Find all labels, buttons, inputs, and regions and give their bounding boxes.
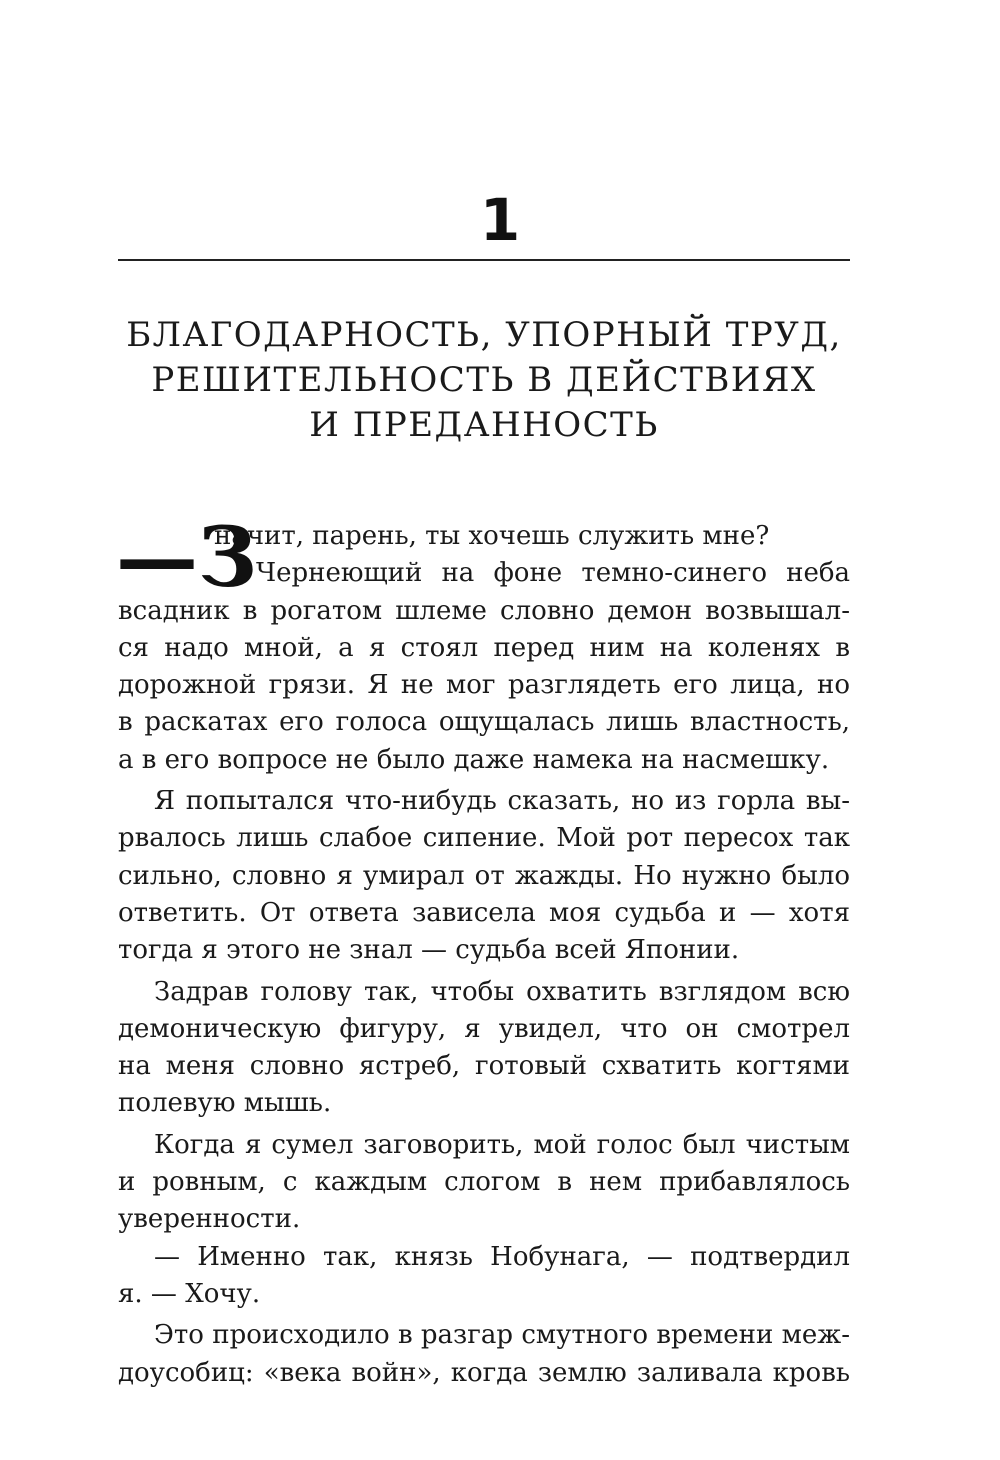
text-line: а в его вопросе не было даже намека на насмешку. bbox=[118, 744, 830, 775]
text-line: в раскатах его голоса ощущалась лишь властность, bbox=[118, 707, 850, 738]
text-line: сильно, словно я умирал от жажды. Но нужно было bbox=[118, 860, 850, 891]
chapter-title-line: БЛАГОДАРНОСТЬ, УПОРНЫЙ ТРУД, bbox=[126, 315, 842, 355]
text-line: я. — Хочу. bbox=[118, 1278, 261, 1309]
text-line: — Именно так, князь Нобунага, — подтвердил bbox=[154, 1241, 850, 1272]
body-text bbox=[116, 510, 850, 1392]
text-line: тогда я этого не знал — судьба всей Японии. bbox=[118, 935, 740, 966]
text-line: рвалось лишь слабое сипение. Мой рот пересох так bbox=[118, 823, 850, 854]
text-line: Задрав голову так, чтобы охватить взглядом всю bbox=[154, 976, 850, 1007]
text-line: всадник в рогатом шлеме словно демон возвышал- bbox=[118, 595, 850, 626]
text-line: дорожной грязи. Я не мог разглядеть его лица, но bbox=[118, 670, 850, 701]
text-line: доусобиц: «века войн», когда землю заливала кровь bbox=[118, 1357, 850, 1388]
chapter-title-line: И ПРЕДАННОСТЬ bbox=[309, 405, 659, 445]
text-line: и ровным, с каждым слогом в нем прибавлялось bbox=[118, 1167, 850, 1198]
text-line: ответить. От ответа зависела моя судьба и — хотя bbox=[118, 897, 850, 928]
chapter-title bbox=[118, 313, 850, 448]
text-line: Я попытался что-нибудь сказать, но из горла вы- bbox=[154, 786, 850, 817]
text-line: уверенности. bbox=[118, 1204, 301, 1235]
chapter-number: 1 bbox=[479, 186, 521, 254]
text-line: начит, парень, ты хочешь служить мне? bbox=[214, 521, 770, 551]
drop-cap: —З bbox=[116, 510, 258, 606]
text-line: демоническую фигуру, я увидел, что он смотрел bbox=[118, 1013, 850, 1044]
chapter-title-line: РЕШИТЕЛЬНОСТЬ В ДЕЙСТВИЯХ bbox=[151, 360, 817, 400]
text-line: Это происходило в разгар смутного времени меж- bbox=[154, 1320, 850, 1351]
text-line: полевую мышь. bbox=[118, 1088, 332, 1119]
text-line: Чернеющий на фоне темно-синего неба bbox=[256, 558, 850, 589]
text-line: Когда я сумел заговорить, мой голос был чистым bbox=[154, 1129, 850, 1160]
text-line: на меня словно ястреб, готовый схватить когтями bbox=[118, 1051, 850, 1082]
text-line: ся надо мной, а я стоял перед ним на коленях в bbox=[118, 632, 850, 663]
chapter-divider bbox=[118, 259, 850, 261]
